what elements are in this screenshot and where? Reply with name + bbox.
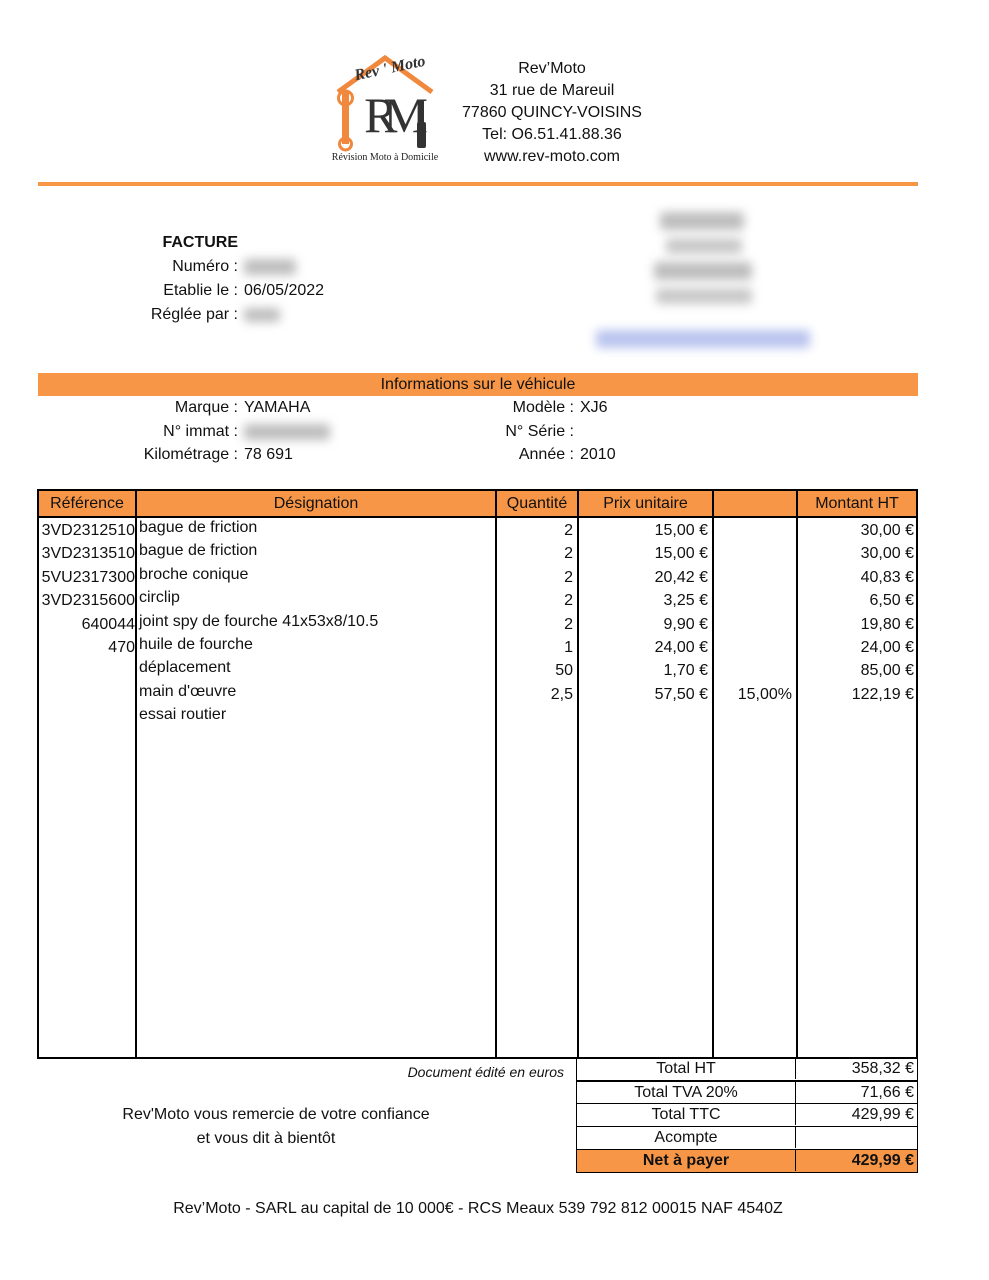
company-website[interactable]: www.rev-moto.com [483, 148, 621, 165]
total-ht-value: 358,32 € [851, 1060, 914, 1077]
cell-amount: 122,19 € [851, 685, 914, 703]
header-reference: Référence [50, 495, 124, 512]
vehicle-serial-label: N° Série : [505, 423, 574, 440]
cell-designation: huile de fourche [139, 636, 253, 653]
cell-unit-price: 3,25 € [663, 592, 708, 610]
cell-unit-price: 57,50 € [654, 685, 708, 703]
logo-brand-text: Rev ' Moto [352, 52, 427, 85]
vehicle-plate-label: N° immat : [163, 423, 238, 440]
items-table [37, 489, 918, 1059]
company-name: Rev’Moto [518, 60, 586, 77]
cell-reference [41, 659, 135, 682]
footer-legal: Rev’Moto - SARL au capital de 10 000€ - RCS Meaux 539 792 812 00015 NAF 4540Z [173, 1200, 783, 1217]
total-tva-label: Total TVA 20% [577, 1082, 796, 1103]
cell-quantity: 2,5 [550, 685, 573, 703]
cell-designation: joint spy de fourche 41x53x8/10.5 [139, 612, 379, 630]
vehicle-brand-label: Marque : [174, 399, 238, 416]
cell-reference: 470 [108, 639, 135, 656]
items-table-header [39, 491, 916, 518]
vehicle-mileage-label: Kilométrage : [143, 446, 238, 463]
header-divider [38, 182, 918, 186]
cell-quantity: 50 [555, 662, 573, 680]
cell-amount: 6,50 € [869, 592, 914, 610]
deposit-row [576, 1127, 918, 1150]
table-row [39, 706, 916, 729]
header-extra [714, 491, 796, 516]
cell-reference: 5VU2317300 [41, 568, 135, 586]
header-quantity: Quantité [506, 495, 568, 512]
cell-unit-price: 9,90 € [663, 615, 708, 633]
total-ttc-label: Total TTC [577, 1104, 796, 1125]
total-ht-row [576, 1058, 918, 1081]
company-phone: Tel: O6.51.41.88.36 [482, 126, 622, 143]
vehicle-section-title: Informations sur le véhicule [38, 373, 918, 396]
total-ht-label: Total HT [577, 1058, 796, 1079]
invoice-date-value: 06/05/2022 [244, 282, 325, 299]
cell-amount: 85,00 € [860, 662, 914, 680]
cell-amount: 19,80 € [860, 615, 914, 633]
vehicle-model-value: XJ6 [580, 399, 608, 416]
cell-unit-price: 15,00 € [654, 522, 708, 539]
cell-quantity: 2 [564, 568, 573, 586]
vehicle-year-value: 2010 [580, 446, 616, 463]
cell-amount: 30,00 € [860, 522, 914, 539]
vehicle-brand-value: YAMAHA [244, 399, 311, 416]
customer-address-redacted [596, 208, 818, 358]
cell-quantity: 2 [564, 545, 573, 563]
cell-extra [714, 706, 792, 729]
cell-quantity: 2 [564, 522, 573, 539]
invoice-date-label: Etablie le : [163, 282, 238, 299]
header-designation: Désignation [273, 495, 359, 512]
company-street: 31 rue de Mareuil [489, 82, 615, 99]
cell-designation: main d'œuvre [139, 682, 237, 700]
cell-designation: déplacement [139, 659, 231, 677]
net-to-pay-value: 429,99 € [851, 1152, 914, 1169]
thanks-line-2: et vous dit à bientôt [196, 1130, 336, 1147]
cell-extra [714, 589, 792, 612]
cell-designation: bague de friction [139, 519, 258, 536]
cell-extra [714, 613, 792, 636]
vehicle-year-label: Année : [518, 446, 574, 463]
total-tva-row [576, 1081, 918, 1104]
cell-extra [714, 542, 792, 565]
cell-unit-price: 24,00 € [654, 639, 708, 656]
thanks-line-1: Rev'Moto vous remercie de votre confiance [122, 1106, 430, 1123]
cell-unit-price: 1,70 € [663, 662, 708, 680]
invoice-number-label: Numéro : [172, 258, 238, 275]
invoice-title: FACTURE [162, 234, 238, 251]
deposit-label: Acompte [577, 1127, 796, 1148]
vehicle-model-label: Modèle : [512, 399, 574, 416]
cell-extra [714, 519, 792, 542]
logo-caption: Révision Moto à Domicile [331, 152, 439, 163]
cell-quantity: 2 [564, 615, 573, 633]
invoice-paid-by-label: Réglée par : [150, 306, 238, 323]
deposit-value [797, 1127, 914, 1148]
cell-amount: 40,83 € [860, 568, 914, 586]
cell-unit-price: 20,42 € [654, 568, 708, 586]
cell-designation: essai routier [139, 706, 227, 724]
totals-table [576, 1058, 918, 1175]
cell-reference [41, 683, 135, 706]
logo-letters: RM [364, 87, 414, 143]
cell-reference [41, 706, 135, 729]
cell-reference: 3VD2313510 [41, 545, 135, 563]
total-tva-value: 71,66 € [860, 1084, 914, 1101]
company-city: 77860 QUINCY-VOISINS [462, 104, 642, 121]
cell-reference: 640044 [81, 615, 135, 633]
vehicle-plate-redacted [244, 424, 330, 440]
cell-extra [714, 659, 792, 682]
cell-designation: bague de friction [139, 542, 258, 560]
cell-amount: 30,00 € [860, 545, 914, 563]
cell-quantity [497, 706, 573, 729]
header-unit-price: Prix unitaire [603, 495, 688, 512]
cell-reference: 3VD2315600 [41, 592, 135, 610]
total-ttc-value: 429,99 € [851, 1106, 914, 1123]
cell-quantity: 2 [564, 592, 573, 610]
net-to-pay-label: Net à payer [577, 1150, 796, 1171]
cell-unit-price [579, 706, 708, 729]
cell-designation: circlip [139, 589, 180, 607]
invoice-paid-by-redacted [244, 308, 280, 322]
cell-quantity: 1 [564, 639, 573, 656]
cell-designation: broche conique [139, 565, 249, 583]
cell-amount [798, 706, 914, 729]
cell-unit-price: 15,00 € [654, 545, 708, 563]
cell-reference: 3VD2312510 [41, 522, 135, 539]
cell-amount: 24,00 € [860, 639, 914, 656]
company-logo [320, 52, 450, 170]
cell-extra [714, 566, 792, 589]
total-ttc-row [576, 1104, 918, 1127]
net-to-pay-row [576, 1150, 918, 1173]
cell-extra: 15,00% [737, 685, 792, 703]
currency-note: Document édité en euros [407, 1064, 564, 1080]
vehicle-mileage-value: 78 691 [244, 446, 293, 463]
invoice-number-redacted [244, 259, 296, 275]
cell-extra [714, 636, 792, 659]
header-amount: Montant HT [815, 495, 899, 512]
